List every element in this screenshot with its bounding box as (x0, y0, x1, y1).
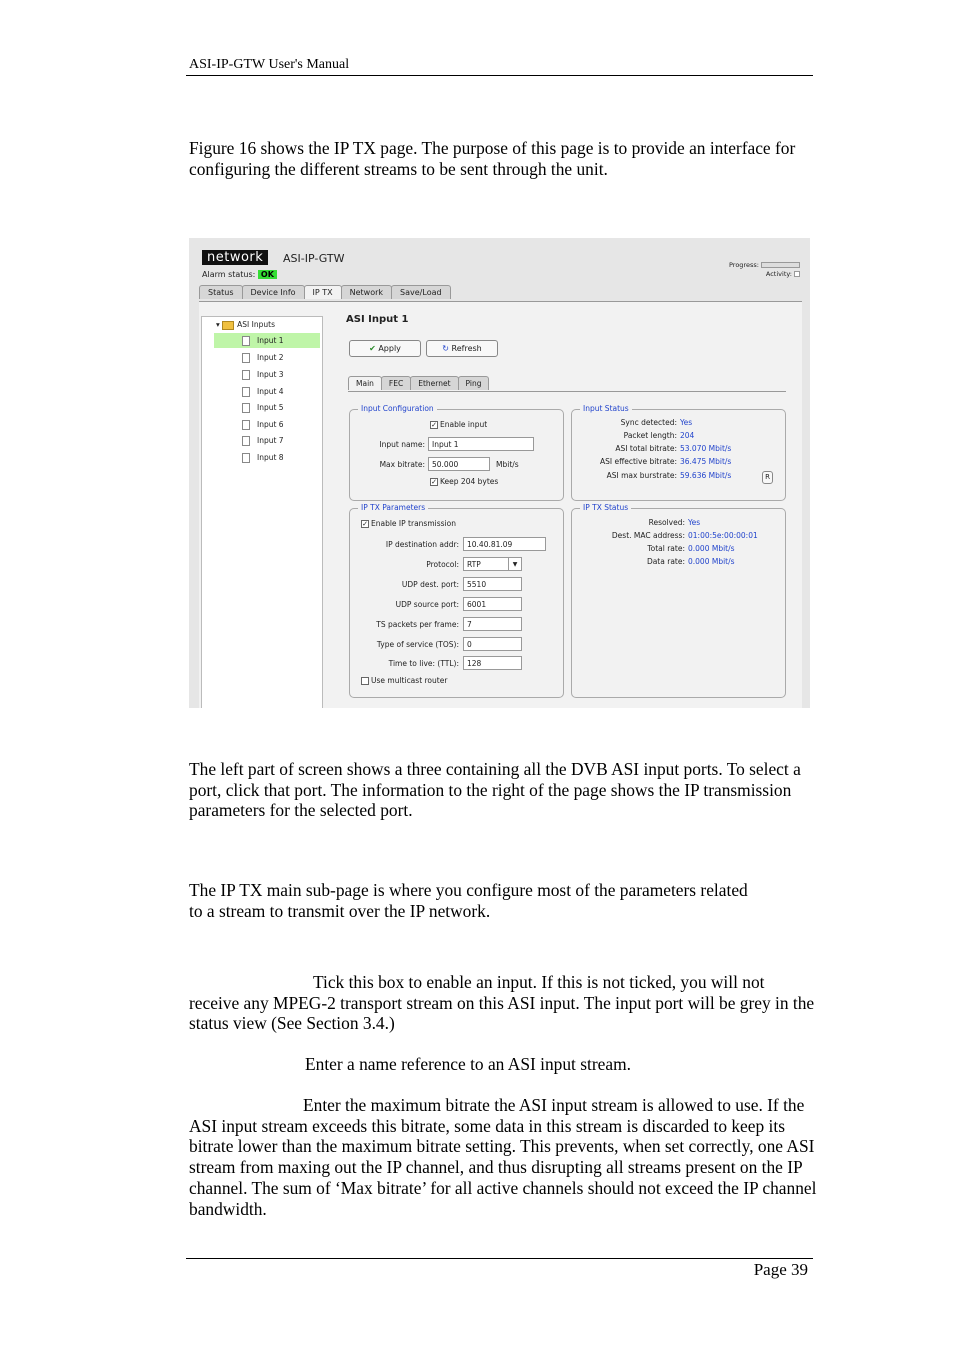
max-bitrate-field[interactable]: 50.000 (428, 457, 490, 471)
input-status-legend: Input Status (580, 404, 632, 413)
tab-device-info[interactable]: Device Info (242, 285, 305, 299)
tree-description-text: The left part of screen shows a three containing all the DVB ASI input ports. To select a port, click that port. The information to the right of the page shows the IP transmission parameters for the selected port. (189, 759, 801, 821)
enable-input-label: Enable input (440, 420, 488, 429)
tree-item-label: Input 3 (257, 370, 284, 379)
protocol-value: RTP (467, 560, 481, 569)
udp-dest-port-field[interactable]: 5510 (463, 577, 522, 591)
document-icon (242, 453, 250, 463)
check-icon: ✓ (431, 421, 437, 429)
tab-status[interactable]: Status (199, 285, 243, 299)
tab-ip-tx[interactable]: IP TX (304, 285, 342, 299)
tos-field[interactable]: 0 (463, 637, 522, 651)
document-icon (242, 370, 250, 380)
tree-item-label: Input 4 (257, 387, 284, 396)
checkmark-icon: ✔ (369, 344, 376, 353)
check-icon: ✓ (362, 520, 368, 528)
header-rule (186, 75, 813, 76)
input-configuration-legend: Input Configuration (358, 404, 437, 413)
progress-label: Progress: (729, 261, 759, 269)
resolved-label: Resolved: (648, 518, 685, 527)
tree-item-input-4[interactable] (242, 384, 284, 399)
running-header: ASI-IP-GTW User's Manual (189, 57, 350, 72)
tree-item-input-5[interactable] (242, 400, 284, 415)
udp-source-port-field[interactable]: 6001 (463, 597, 522, 611)
asi-effective-bitrate-label: ASI effective bitrate: (599, 457, 677, 466)
dest-mac-value: 01:00:5e:00:00:01 (688, 531, 758, 540)
input-name-text: Enter a name reference to an ASI input stream. (305, 1054, 631, 1074)
footer-rule (186, 1258, 813, 1259)
tree-description-paragraph (189, 759, 819, 821)
max-bitrate-label: Max bitrate: (379, 460, 425, 469)
asi-total-bitrate-label: ASI total bitrate: (615, 444, 677, 453)
asi-effective-bitrate-value: 36.475 Mbit/s (680, 457, 732, 466)
sub-tabs (348, 376, 488, 390)
intro-text: Figure 16 shows the IP TX page. The purpose of this page is to provide an interface for configuring the different streams to be sent through the unit. (189, 138, 796, 179)
ttl-label: Time to live: (TTL): (388, 659, 459, 668)
max-bitrate-paragraph (189, 1095, 819, 1219)
keep-204-label: Keep 204 bytes (440, 477, 499, 486)
refresh-button[interactable] (426, 340, 498, 357)
document-icon (242, 403, 250, 413)
tree-item-label: Input 7 (257, 436, 284, 445)
udp-source-port-label: UDP source port: (395, 600, 459, 609)
apply-button[interactable] (349, 340, 421, 357)
total-rate-value: 0.000 Mbit/s (688, 544, 735, 553)
tree-item-input-3[interactable] (242, 367, 284, 382)
main-subpage-paragraph (189, 880, 749, 921)
enable-input-checkbox[interactable] (430, 420, 487, 429)
page-number: Page 39 (753, 1260, 808, 1279)
tree-item-input-2[interactable] (242, 350, 284, 365)
tab-network[interactable]: Network (341, 285, 392, 299)
document-icon (242, 336, 250, 346)
subtab-fec[interactable]: FEC (381, 376, 411, 390)
enable-input-text: Tick this box to enable an input. If this is not ticked, you will not receive any MPEG-2 transport stream on this ASI input. The input port will be grey in the status view (See Section 3.4.) (189, 972, 815, 1034)
protocol-select[interactable] (463, 557, 522, 571)
input-configuration-panel (349, 404, 564, 501)
sync-detected-value: Yes (680, 418, 693, 427)
tree-item-input-1[interactable] (214, 333, 320, 348)
expand-icon: ▾ (216, 320, 220, 329)
enable-ip-transmission-label: Enable IP transmission (371, 519, 456, 528)
ip-tx-parameters-legend: IP TX Parameters (358, 503, 428, 512)
folder-icon (222, 321, 234, 330)
subtab-ping[interactable]: Ping (458, 376, 490, 390)
tree-item-label: Input 6 (257, 420, 284, 429)
tree-item-label: Input 2 (257, 353, 284, 362)
packet-length-label: Packet length: (623, 431, 677, 440)
input-tree (201, 316, 323, 708)
reset-button[interactable]: R (762, 471, 773, 484)
subtab-ethernet[interactable]: Ethernet (410, 376, 458, 390)
tree-item-label: Input 5 (257, 403, 284, 412)
enable-ip-transmission-checkbox[interactable] (361, 519, 456, 528)
document-icon (242, 353, 250, 363)
progress-bar (761, 262, 800, 268)
ip-tx-status-legend: IP TX Status (580, 503, 631, 512)
input-status-panel (571, 404, 786, 501)
activity-label: Activity: (765, 270, 792, 278)
refresh-icon: ↻ (442, 344, 449, 353)
protocol-label: Protocol: (426, 560, 459, 569)
input-name-field[interactable]: Input 1 (428, 437, 534, 451)
bitrate-unit: Mbit/s (496, 460, 519, 469)
intro-paragraph (189, 138, 819, 179)
document-icon (242, 420, 250, 430)
asi-max-burstrate-value: 59.636 Mbit/s (680, 471, 732, 480)
subtab-divider (348, 391, 786, 392)
tab-save-load[interactable]: Save/Load (391, 285, 451, 299)
alarm-label: Alarm status: (202, 270, 256, 279)
tree-item-label: Input 1 (257, 336, 284, 345)
ip-destination-label: IP destination addr: (385, 540, 459, 549)
ip-destination-field[interactable]: 10.40.81.09 (463, 537, 546, 551)
tree-item-input-7[interactable] (242, 433, 284, 448)
activity-indicator (794, 271, 800, 277)
network-logo: network (202, 250, 268, 265)
udp-dest-port-label: UDP dest. port: (401, 580, 459, 589)
max-bitrate-text: Enter the maximum bitrate the ASI input stream is allowed to use. If the ASI input stream exceeds this bitrate, some data in this stream is discarded to keep its bitrate lower than the maximum bitrate setting. This prevents, when set correctly, one ASI stream from maxing out the IP channel, and thus disrupting all streams present on the IP channel. The sum of ‘Max bitrate’ for all active channels should not exceed the IP channel bandwidth. (189, 1095, 817, 1219)
tree-item-input-6[interactable] (242, 417, 284, 432)
tos-label: Type of service (TOS): (376, 640, 459, 649)
alarm-status (202, 270, 277, 279)
tree-root[interactable] (216, 317, 275, 332)
page-title: ASI Input 1 (346, 314, 409, 325)
document-icon (242, 436, 250, 446)
packet-length-value: 204 (680, 431, 695, 440)
chevron-down-icon: ▼ (508, 558, 521, 570)
data-rate-value: 0.000 Mbit/s (688, 557, 735, 566)
ip-tx-status-panel (571, 503, 786, 698)
product-name: ASI-IP-GTW (283, 252, 345, 265)
multicast-router-label: Use multicast router (371, 676, 448, 685)
ts-packets-label: TS packets per frame: (376, 620, 459, 629)
ttl-field[interactable]: 128 (463, 656, 522, 670)
total-rate-label: Total rate: (647, 544, 685, 553)
document-icon (242, 387, 250, 397)
enable-input-paragraph (189, 972, 819, 1034)
asi-total-bitrate-value: 53.070 Mbit/s (680, 444, 732, 453)
asi-max-burstrate-label: ASI max burstrate: (606, 471, 677, 480)
data-rate-label: Data rate: (646, 557, 685, 566)
ip-tx-parameters-panel (349, 503, 564, 698)
checkbox-empty-icon (361, 677, 369, 685)
resolved-value: Yes (688, 518, 701, 527)
input-name-label: Input name: (379, 440, 425, 449)
dest-mac-label: Dest. MAC address: (611, 531, 685, 540)
ts-packets-field[interactable]: 7 (463, 617, 522, 631)
multicast-router-checkbox[interactable] (361, 676, 447, 685)
ip-tx-screenshot (189, 238, 810, 708)
sync-detected-label: Sync detected: (620, 418, 677, 427)
apply-label: Apply (378, 344, 401, 353)
input-name-paragraph (189, 1054, 819, 1075)
keep-204-checkbox[interactable] (430, 477, 498, 486)
main-tabs (199, 285, 450, 301)
tree-item-label: Input 8 (257, 453, 284, 462)
main-subpage-text: The IP TX main sub-page is where you configure most of the parameters related to a stream to transmit over the IP network. (189, 880, 748, 921)
tree-root-label: ASI Inputs (237, 320, 275, 329)
check-icon: ✓ (431, 478, 437, 486)
alarm-ok-badge: OK (258, 270, 277, 279)
tree-item-input-8[interactable] (242, 450, 284, 465)
progress-activity (729, 261, 800, 279)
subtab-main[interactable]: Main (348, 376, 382, 390)
refresh-label: Refresh (451, 344, 482, 353)
